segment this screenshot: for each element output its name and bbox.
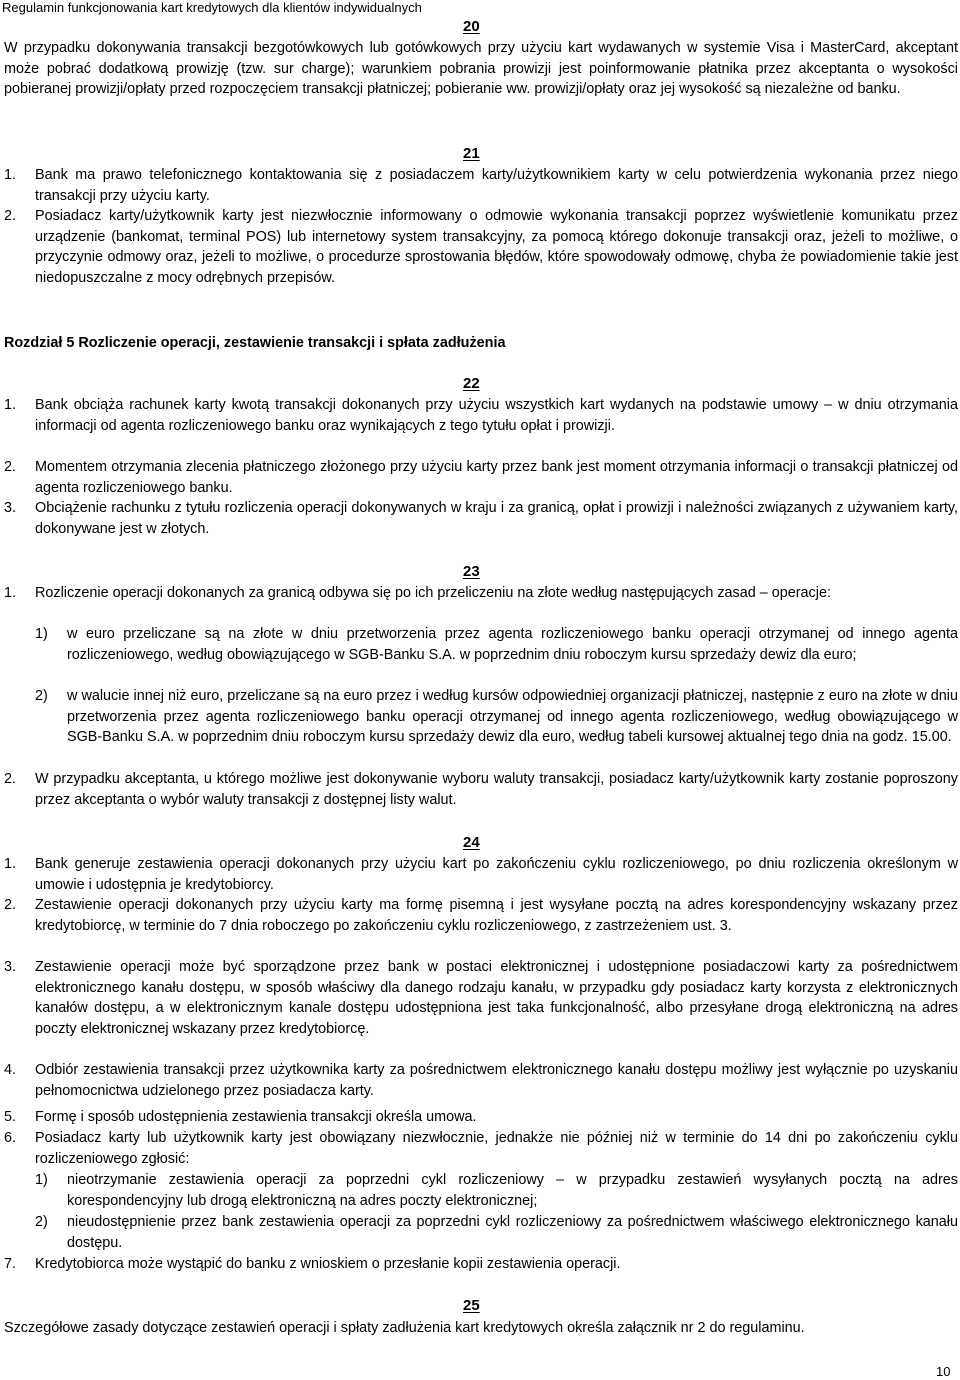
subitem-text: w euro przeliczane są na złote w dniu przetworzenia przez agenta rozliczeniowego banku operacji otrzymanej od innego agenta rozliczeniowego, według obowiązującego w SGB-Banku S.A. w poprzednim dniu roboczym kursu sprzedaży dewiz dla euro; [67, 626, 958, 663]
section-24-item-7 [4, 1254, 958, 1275]
subitem-label: 2) [35, 688, 48, 704]
item-label: 3. [4, 500, 17, 516]
item-text: Bank ma prawo telefonicznego kontaktowania się z posiadaczem karty/użytkownikiem karty w celu potwierdzenia wykonania przez niego transakcji przy użyciu karty. [35, 167, 958, 204]
subitem-text: nieotrzymanie zestawienia operacji za poprzedni cykl rozliczeniowy – w przypadku zestawień wysyłanych pocztą na adres korespondencyjny lub drogą elektroniczną na adres poczty elektronicznej; [67, 1172, 958, 1209]
item-label: 7. [4, 1256, 17, 1272]
section-22-item-3 [4, 498, 958, 539]
section-23-item-1 [4, 583, 958, 604]
running-header: Regulamin funkcjonowania kart kredytowych dla klientów indywidualnych [2, 0, 422, 15]
section-24-item-1 [4, 854, 958, 895]
section-24-item-5 [4, 1107, 958, 1128]
section-20-paragraph: W przypadku dokonywania transakcji bezgotówkowych lub gotówkowych przy użyciu kart wydawanych w systemie Visa i MasterCard, akceptant może pobrać dodatkową prowizję (tzw. sur charge); warunkiem pobrania prowizji jest poinformowanie płatnika przez akceptanta o wysokości pobieranej prowizji/opłaty przed rozpoczęciem transakcji płatniczej; pobieranie ww. prowizji/opłaty oraz jej wysokość są niezależne od banku. [4, 40, 958, 98]
item-text: W przypadku akceptanta, u którego możliwe jest dokonywanie wyboru waluty transakcji, posiadacz karty/użytkownik karty zostanie poproszony przez akceptanta o wybór waluty transakcji z dostępnej listy walut. [35, 771, 958, 808]
section-number-20: 20 [463, 18, 480, 35]
item-label: 2. [4, 459, 17, 475]
section-21-item-1 [4, 165, 958, 206]
section-22-item-1 [4, 395, 958, 436]
item-text: Rozliczenie operacji dokonanych za granicą odbywa się po ich przeliczeniu na złote według następujących zasad – operacje: [35, 585, 831, 601]
item-label: 1. [4, 585, 17, 601]
item-text: Kredytobiorca może wystąpić do banku z wnioskiem o przesłanie kopii zestawienia operacji. [35, 1256, 621, 1272]
section-24-item-3 [4, 957, 958, 1039]
subitem-label: 2) [35, 1214, 48, 1230]
item-label: 3. [4, 959, 17, 975]
section-number-22: 22 [463, 375, 480, 392]
item-label: 1. [4, 856, 17, 872]
section-23-subitem-2 [35, 686, 958, 748]
item-label: 2. [4, 208, 17, 224]
section-23-subitem-1 [35, 624, 958, 665]
item-text: Momentem otrzymania zlecenia płatniczego złożonego przy użyciu karty przez bank jest moment otrzymania informacji o transakcji płatniczej od agenta rozliczeniowego banku. [35, 459, 958, 496]
section-22-item-2 [4, 457, 958, 498]
item-text: Bank generuje zestawienia operacji dokonanych przy użyciu kart po zakończeniu cyklu rozliczeniowego, po dniu rozliczenia określonym w umowie i udostępnia je kredytobiorcy. [35, 856, 958, 893]
item-label: 4. [4, 1062, 17, 1078]
item-text: Zestawienie operacji dokonanych przy użyciu karty ma formę pisemną i jest wysyłane pocztą na adres korespondencyjny wskazany przez kredytobiorcę, w terminie do 7 dnia roboczego po zakończeniu cyklu rozliczeniowego, z zastrzeżeniem ust. 3. [35, 897, 958, 934]
section-number-21: 21 [463, 145, 480, 162]
item-text: Odbiór zestawienia transakcji przez użytkownika karty za pośrednictwem elektronicznego kanału dostępu możliwy jest wyłącznie po uzyskaniu pełnomocnictwa udzielonego przez posiadacza karty. [35, 1062, 958, 1099]
item-label: 1. [4, 167, 17, 183]
subitem-label: 1) [35, 626, 48, 642]
section-number-23: 23 [463, 563, 480, 580]
item-label: 1. [4, 397, 17, 413]
subitem-text: w walucie innej niż euro, przeliczane są na euro przez i według kursów odpowiedniej organizacji płatniczej, następnie z euro na złote w dniu przetworzenia przez agenta rozliczeniowego banku operacji otrzymanej od innego agenta rozliczeniowego, według obowiązującego w SGB-Banku S.A. w poprzednim dniu roboczym kursu sprzedaży dewiz dla euro, według tabeli kursowej aktualnej tego dnia na godz. 15.00. [67, 688, 958, 746]
item-label: 2. [4, 897, 17, 913]
item-text: Posiadacz karty/użytkownik karty jest niezwłocznie informowany o odmowie wykonania transakcji poprzez wyświetlenie komunikatu przez urządzenie (bankomat, terminal POS) lub internetowy system transakcyjny, za pomocą którego dokonuje transakcji oraz, jeżeli to możliwe, o przyczynie odmowy oraz, jeżeli to możliwe, o procedurze sprostowania błędów, które spowodowały odmowę, chyba że powiadomienie takie jest niedopuszczalne z mocy odrębnych przepisów. [35, 208, 958, 286]
section-23-item-2 [4, 769, 958, 810]
item-label: 6. [4, 1130, 17, 1146]
item-label: 5. [4, 1109, 17, 1125]
item-label: 2. [4, 771, 17, 787]
section-24-item-2 [4, 895, 958, 936]
item-text: Bank obciąża rachunek karty kwotą transakcji dokonanych przy użyciu wszystkich kart wydanych na podstawie umowy – w dniu otrzymania informacji od agenta rozliczeniowego banku oraz wynikających z tego tytułu opłat i prowizji. [35, 397, 958, 434]
item-text: Obciążenie rachunku z tytułu rozliczenia operacji dokonywanych w kraju i za granicą, opłat i prowizji i należności związanych z używaniem karty, dokonywane jest w złotych. [35, 500, 958, 537]
section-25-paragraph: Szczegółowe zasady dotyczące zestawień operacji i spłaty zadłużenia kart kredytowych określa załącznik nr 2 do regulaminu. [4, 1320, 805, 1336]
section-24-subitem-1 [35, 1170, 958, 1211]
section-24-item-6 [4, 1128, 958, 1169]
section-24-subitem-2 [35, 1212, 958, 1253]
section-24-item-4 [4, 1060, 958, 1101]
item-text: Zestawienie operacji może być sporządzone przez bank w postaci elektronicznej i udostępnione posiadaczowi karty za pośrednictwem elektronicznego kanału dostępu, w sposób właściwy dla danego rodzaju kanału, w przypadku gdy posiadacz karty korzysta z elektronicznych kanałów dostępu, a w elektronicznym kanale dostępu udostępniona jest taka funkcjonalność, albo przesyłane drogą elektroniczną na adres poczty elektronicznej wskazany przez kredytobiorcę. [35, 959, 958, 1037]
subitem-label: 1) [35, 1172, 48, 1188]
item-text: Posiadacz karty lub użytkownik karty jest obowiązany niezwłocznie, jednakże nie później niż w terminie do 14 dni po zakończeniu cyklu rozliczeniowego zgłosić: [35, 1130, 958, 1167]
item-text: Formę i sposób udostępnienia zestawienia transakcji określa umowa. [35, 1109, 477, 1125]
section-21-item-2 [4, 206, 958, 288]
chapter-heading: Rozdział 5 Rozliczenie operacji, zestawienie transakcji i spłata zadłużenia [4, 335, 506, 351]
subitem-text: nieudostępnienie przez bank zestawienia operacji za poprzedni cykl rozliczeniowy za pośrednictwem właściwego elektronicznego kanału dostępu. [67, 1214, 958, 1251]
section-number-24: 24 [463, 834, 480, 851]
page-number: 10 [936, 1364, 951, 1379]
section-number-25: 25 [463, 1297, 480, 1314]
